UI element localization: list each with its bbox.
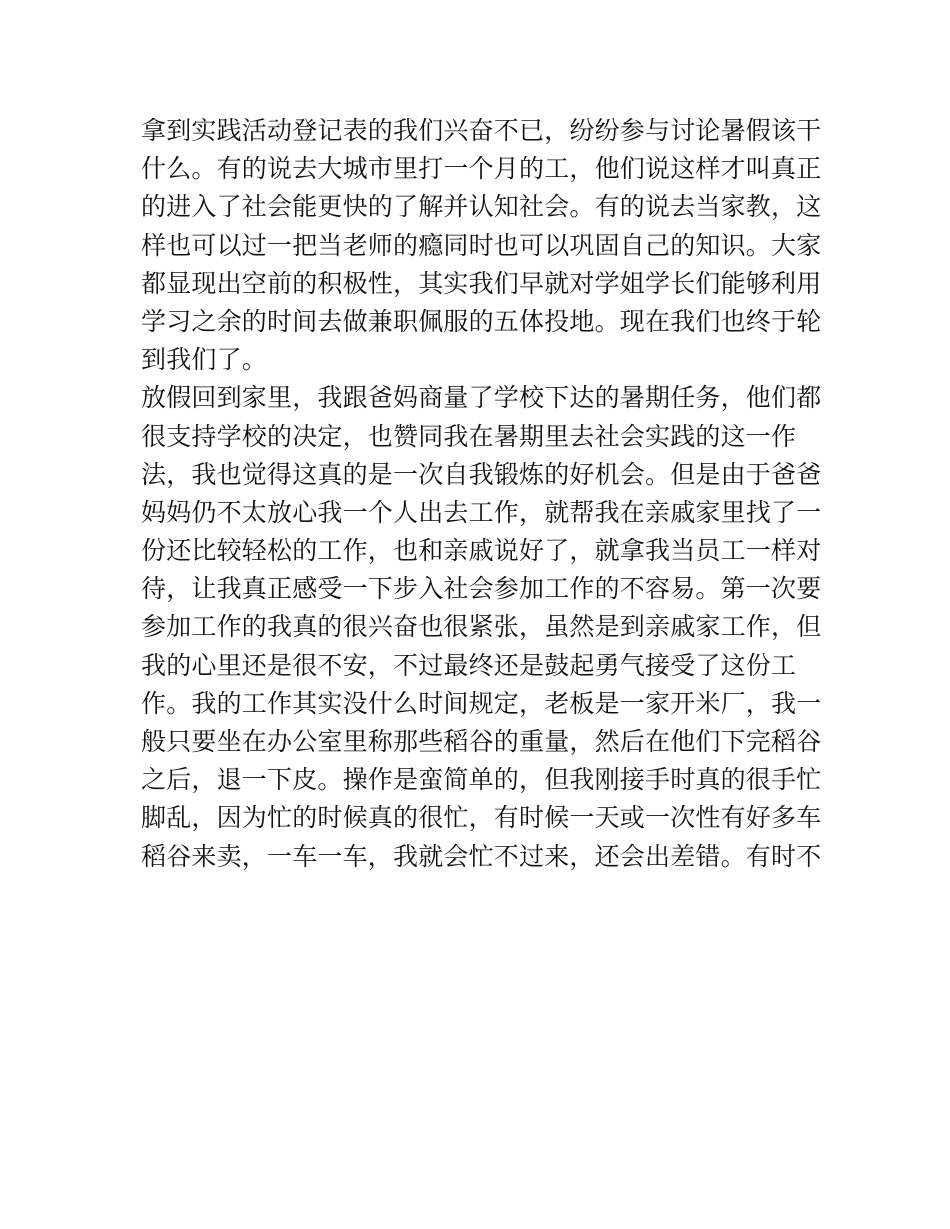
text-line: 我的心里还是很不安，不过最终还是鼓起勇气接受了这份工 (141, 650, 797, 680)
text-line: 拿到实践活动登记表的我们兴奋不已，纷纷参与讨论暑假该干 (141, 116, 822, 145)
text-line: 般只要坐在办公室里称那些稻谷的重量，然后在他们下完稻谷 (141, 727, 822, 756)
text-line: 什么。有的说去大城市里打一个月的工，他们说这样才叫真正 (141, 154, 822, 184)
text-line: 都显现出空前的积极性，其实我们早就对学姐学长们能够利用 (141, 268, 822, 298)
text-line: 稻谷来卖，一车一车，我就会忙不过来，还会出差错。有时不 (141, 841, 822, 871)
text-line: 的进入了社会能更快的了解并认知社会。有的说去当家教，这 (141, 192, 822, 222)
text-line: 脚乱，因为忙的时候真的很忙，有时候一天或一次性有好多车 (141, 803, 822, 833)
text-line: 作。我的工作其实没什么时间规定，老板是一家开米厂，我一 (141, 688, 822, 718)
text-line: 妈妈仍不太放心我一个人出去工作，就帮我在亲戚家里找了一 (141, 497, 822, 527)
text-line: 待，让我真正感受一下步入社会参加工作的不容易。第一次要 (141, 574, 822, 604)
text-line: 份还比较轻松的工作，也和亲戚说好了，就拿我当员工一样对 (141, 536, 822, 566)
body-text (141, 112, 821, 876)
text-line: 之后，退一下皮。操作是蛮简单的，但我刚接手时真的很手忙 (141, 765, 822, 795)
text-line: 法，我也觉得这真的是一次自我锻炼的好机会。但是由于爸爸 (141, 459, 822, 489)
text-line: 学习之余的时间去做兼职佩服的五体投地。现在我们也终于轮 (141, 306, 822, 336)
text-line: 样也可以过一把当老师的瘾同时也可以巩固自己的知识。大家 (141, 230, 822, 260)
text-line: 很支持学校的决定，也赞同我在暑期里去社会实践的这一作 (141, 421, 797, 451)
text-line: 放假回到家里，我跟爸妈商量了学校下达的暑期任务，他们都 (141, 383, 822, 413)
text-line: 到我们了。 (141, 345, 268, 375)
text-line: 参加工作的我真的很兴奋也很紧张，虽然是到亲戚家工作，但 (141, 612, 822, 642)
